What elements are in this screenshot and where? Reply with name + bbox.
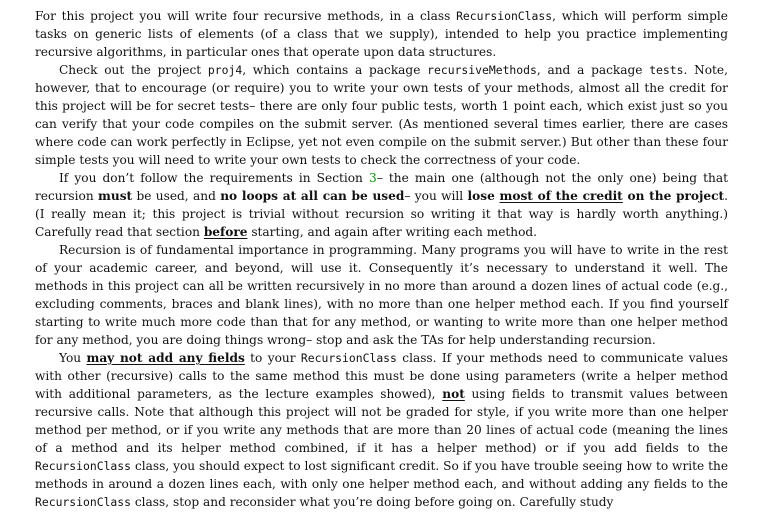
code-identifier: RecursionClass: [35, 495, 132, 509]
text-segment: If you don’t follow the requirements in Section: [59, 171, 369, 185]
text-segment: You: [59, 351, 87, 365]
text-segment: Recursion is of fundamental importance in programming. Many programs you will have to write in the rest of your academic career, and beyond, will use it. Consequently it’s necessary to understand it well. The methods in this project can all be written recursively in no more than around a dozen lines of actual code (e.g., excluding comments, braces and blank lines), with no more than one helper method each. If you find yourself starting to write much more code than that for any method, or wanting to write more than one helper method for any method, you are doing things wrong– stop and ask the TAs for help understanding recursion.: [35, 243, 728, 347]
document-page: [35, 7, 728, 511]
text-segment: be used, and: [132, 189, 221, 203]
code-identifier: RecursionClass: [456, 9, 553, 23]
emphasis-text: before: [203, 225, 248, 239]
code-identifier: RecursionClass: [300, 351, 397, 365]
text-segment: class. If your methods need to communicate values with other (recursive) calls to the same method this must be done using parameters (write a helper method with additional parameters, as the lecture examples showed),: [35, 351, 728, 401]
text-segment: Check out the project: [59, 63, 208, 77]
emphasis-text: no loops at all can be used: [220, 189, 405, 203]
text-segment: – the main one (although not the only one) being that recursion: [35, 171, 728, 203]
emphasis-text: must: [98, 189, 133, 203]
paragraph: [35, 241, 728, 349]
emphasis-text: most of the credit: [499, 189, 623, 203]
emphasis-text: may not add any fields: [86, 351, 245, 365]
paragraph: [35, 349, 728, 511]
code-identifier: RecursionClass: [35, 459, 132, 473]
section-reference-link[interactable]: 3: [369, 171, 377, 185]
emphasis-text: not: [442, 387, 465, 401]
text-segment: , which will perform simple tasks on generic lists of elements (of a class that we supply), intended to help you practice implementing recursive algorithms, in particular ones that operate upon data structures.: [35, 9, 728, 59]
paragraph: [35, 169, 728, 241]
text-segment: , which contains a package: [242, 63, 428, 77]
text-segment: For this project you will write four recursive methods, in a class: [35, 9, 457, 23]
text-segment: starting, and again after writing each method.: [247, 225, 538, 239]
code-identifier: recursiveMethods: [427, 63, 537, 77]
code-identifier: tests: [649, 63, 684, 77]
text-segment: to your: [244, 351, 301, 365]
text-segment: using fields to transmit values between recursive calls. Note that although this project will not be graded for style, if you write more than one helper method per method, or if you write any methods that are more than 20 lines of actual code (meaning the lines of a method and its helper method combined, if it has a helper method) or if you add fields to the: [35, 387, 728, 455]
text-segment: . Note, however, that to encourage (or require) you to write your own tests of your methods, almost all the credit for this project will be for secret tests– there are only four public tests, worth 1 point each, which exist just so you can verify that your code compiles on the submit server. (As mentioned several times earlier, there are cases where code can work perfectly in Eclipse, yet not even compile on the submit server.) But other than these four simple tests you will need to write your own tests to check the correctness of your code.: [35, 63, 728, 167]
text-segment: class, you should expect to lost significant credit. So if you have trouble seeing how to write the methods in around a dozen lines each, with only one helper method each, and without adding any fields to the: [35, 459, 728, 491]
paragraph: [35, 7, 728, 61]
code-identifier: proj4: [207, 63, 243, 77]
text-segment: class, stop and reconsider what you’re doing before going on. Carefully study: [131, 495, 614, 509]
emphasis-text: on the project: [622, 189, 725, 203]
document-body: [35, 7, 728, 511]
paragraph: [35, 61, 728, 169]
text-segment: , and a package: [536, 63, 650, 77]
text-segment: . (I really mean it; this project is trivial without recursion so writing it that way is hardly worth anything.) Carefully read that section: [35, 189, 729, 239]
emphasis-text: lose: [467, 189, 500, 203]
text-segment: – you will: [404, 189, 468, 203]
